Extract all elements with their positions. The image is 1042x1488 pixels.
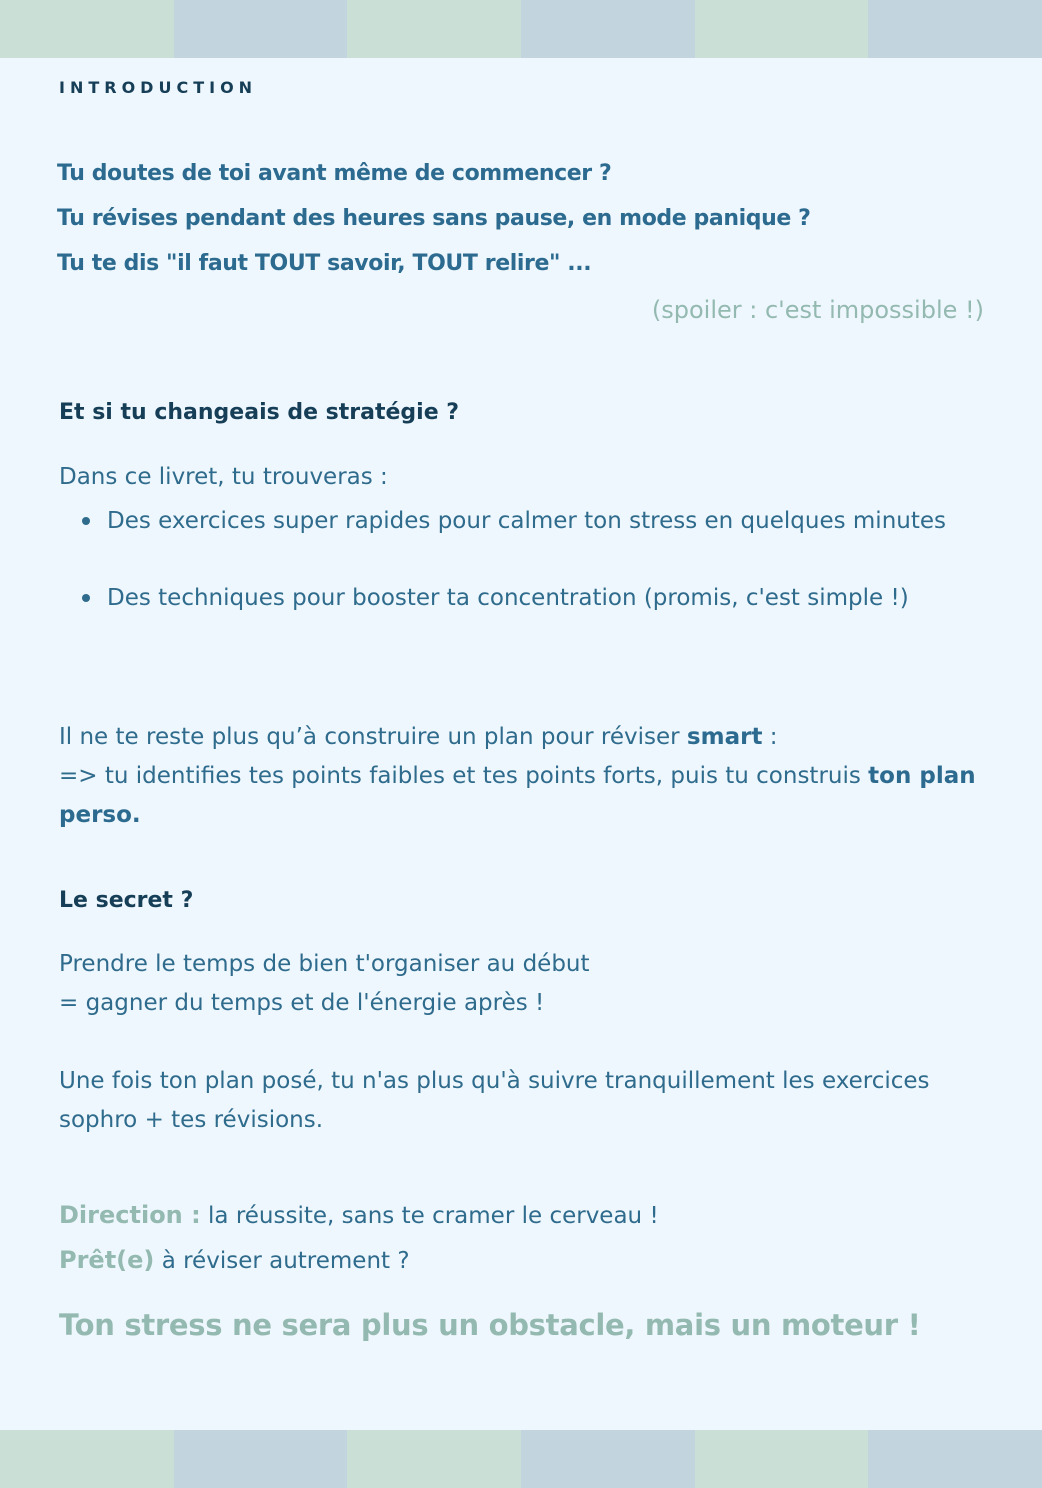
list-item-text: Des techniques pour booster ta concentration (promis, c'est simple !) [107, 585, 909, 611]
bullet-dot [82, 517, 90, 525]
band-tile [347, 1430, 521, 1488]
bullet-dot [82, 594, 90, 602]
question-line: Tu doutes de toi avant même de commencer ? [57, 161, 612, 186]
direction-text: la réussite, sans te cramer le cerveau ! [208, 1203, 659, 1229]
question-line: Tu te dis "il faut TOUT savoir, TOUT relire" ... [57, 251, 592, 276]
secret-line: Prendre le temps de bien t'organiser au début [59, 951, 590, 977]
booklet-contents-list [59, 502, 989, 618]
plan-text: Il ne te reste plus qu’à construire un plan pour réviser [59, 724, 687, 750]
question-line: Tu révises pendant des heures sans pause, en mode panique ? [57, 206, 811, 231]
ready-line [59, 1246, 410, 1274]
opening-questions [57, 151, 811, 286]
spoiler-note: (spoiler : c'est impossible !) [651, 296, 984, 324]
band-tile [174, 1430, 348, 1488]
band-tile [521, 0, 695, 58]
strategy-heading: Et si tu changeais de stratégie ? [59, 400, 460, 425]
list-item [59, 502, 989, 541]
bottom-decorative-band [0, 1430, 1042, 1488]
band-tile [695, 1430, 869, 1488]
direction-label: Direction : [59, 1201, 201, 1229]
secret-paragraph: Une fois ton plan posé, tu n'as plus qu'à suivre tranquillement les exercices sophro + tes révisions. [59, 1068, 930, 1133]
band-tile [868, 0, 1042, 58]
band-tile [521, 1430, 695, 1488]
booklet-intro: Dans ce livret, tu trouveras : [59, 464, 388, 490]
direction-line [59, 1201, 659, 1229]
plan-emphasis-smart: smart [686, 724, 763, 750]
plan-emphasis-perso: ton plan perso. [59, 763, 976, 828]
plan-text: : [762, 724, 778, 750]
band-tile [174, 0, 348, 58]
list-item-text: Des exercices super rapides pour calmer ton stress en quelques minutes [107, 508, 946, 534]
band-tile [347, 0, 521, 58]
plan-paragraph [59, 718, 989, 835]
secret-line: = gagner du temps et de l'énergie après ! [59, 990, 545, 1016]
band-tile [0, 1430, 174, 1488]
top-decorative-band [0, 0, 1042, 58]
secret-statement [59, 945, 989, 1023]
closing-statement: Ton stress ne sera plus un obstacle, mais un moteur ! [59, 1308, 921, 1342]
band-tile [0, 0, 174, 58]
ready-label: Prêt(e) [59, 1246, 155, 1274]
band-tile [868, 1430, 1042, 1488]
list-item [59, 579, 989, 618]
section-label: INTRODUCTION [59, 78, 258, 97]
secret-heading: Le secret ? [59, 888, 194, 913]
plan-text: => tu identifies tes points faibles et tes points forts, puis tu construis [59, 763, 869, 789]
ready-text: à réviser autrement ? [161, 1248, 410, 1274]
band-tile [695, 0, 869, 58]
